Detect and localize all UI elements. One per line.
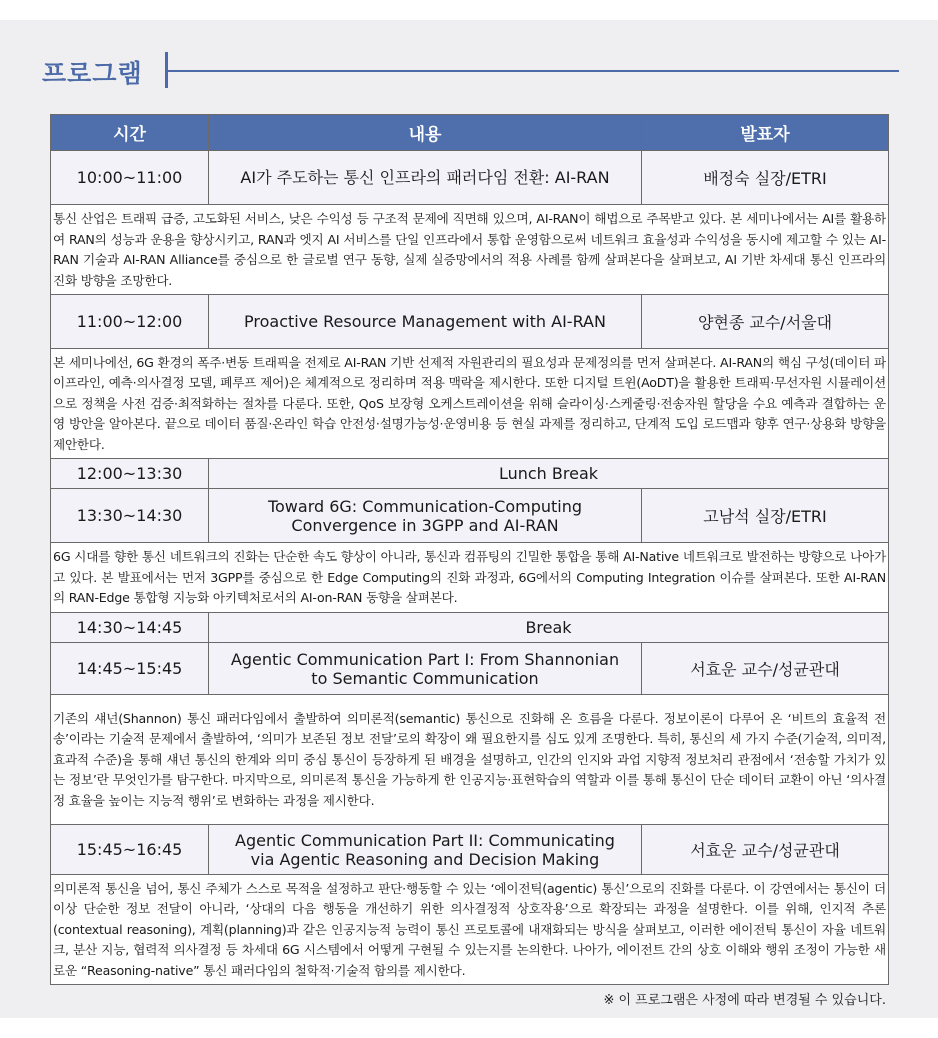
session-speaker: 서효운 교수/성균관대 <box>642 643 889 695</box>
session-row <box>51 295 889 349</box>
heading-rule <box>165 70 899 72</box>
session-speaker: 고남석 실장/ETRI <box>642 489 889 543</box>
break-time: 12:00~13:30 <box>51 459 209 489</box>
change-notice: ※ 이 프로그램은 사정에 따라 변경될 수 있습니다. <box>603 993 886 1008</box>
break-time: 14:30~14:45 <box>51 613 209 643</box>
break-label: Lunch Break <box>209 459 889 489</box>
session-row <box>51 489 889 543</box>
session-description: 의미론적 통신을 넘어, 통신 주체가 스스로 목적을 설정하고 판단·행동할 수 있는 ‘에이전틱(agentic) 통신’으로의 진화를 다룬다. 이 강연에서는 통신이 더 이상 단순한 정보 전달이 아니라, ‘상대의 다음 행동을 개선하기 위한 의사결정적 상호작용’으로 확장되는 과정을 설명한다. 이를 위해, 인지적 추론(contextual reasoning), 계획(planning)과 같은 인공지능적 능력이 통신 프로토콜에 내재화되는 방식을 살펴보고, 이러한 에이전틱 통신이 자율 네트워크, 분산 지능, 협력적 의사결정 등 차세대 6G 시스템에서 어떻게 구현될 수 있는지를 논의한다. 나아가, 에이전트 간의 상호 이해와 행위 조정이 가능한 새로운 “Reasoning-native” 통신 패러다임의 철학적·기술적 함의를 제시한다. <box>51 875 889 985</box>
session-title <box>209 825 642 875</box>
session-speaker: 양현종 교수/서울대 <box>642 295 889 349</box>
session-title: Proactive Resource Management with AI-RAN <box>209 295 642 349</box>
session-description: 통신 산업은 트래픽 급증, 고도화된 서비스, 낮은 수익성 등 구조적 문제에 직면해 있으며, AI-RAN이 해법으로 주목받고 있다. 본 세미나에서는 AI를 활용하여 RAN의 성능과 운용을 향상시키고, RAN과 엣지 AI 서비스를 단일 인프라에서 통합 운영함으로써 네트워크 효율성과 수익성을 동시에 제고할 수 있는 AI-RAN 기술과 AI-RAN Alliance를 중심으로 한 글로벌 연구 동향, 실제 실증망에서의 적용 사례를 함께 살펴본다을 살펴보고, AI 기반 차세대 통신 인프라의 진화 방향을 조망한다. <box>51 205 889 295</box>
session-title-line: to Semantic Communication <box>311 668 539 688</box>
session-title <box>209 489 642 543</box>
break-row <box>51 459 889 489</box>
session-title-line: Convergence in 3GPP and AI-RAN <box>291 515 559 535</box>
session-description: 기존의 섀넌(Shannon) 통신 패러다임에서 출발하여 의미론적(semantic) 통신으로 진화해 온 흐름을 다룬다. 정보이론이 다루어 온 ‘비트의 효율적 전송’이라는 기술적 문제에서 출발하여, ‘의미가 보존된 정보 전달’로의 확장이 왜 필요한지를 심도 있게 조명한다. 특히, 통신의 세 가지 수준(기술적, 의미적, 효과적 수준)을 통해 섀넌 통신의 한계와 의미 중심 통신이 등장하게 된 배경을 설명하고, 인간의 인지와 과업 지향적 정보처리 관점에서 ‘전송할 가치가 있는 정보’란 무엇인가를 탐구한다. 마지막으로, 의미론적 통신을 가능하게 한 인공지능·표현학습의 역할과 이를 통해 통신이 단순 데이터 교환이 아닌 ‘의사결정 효율을 높이는 지능적 행위’로 변화하는 과정을 제시한다. <box>51 695 889 825</box>
session-description: 6G 시대를 향한 통신 네트워크의 진화는 단순한 속도 향상이 아니라, 통신과 컴퓨팅의 긴밀한 통합을 통해 AI-Native 네트워크로 발전하는 방향으로 나아가고 있다. 본 발표에서는 먼저 3GPP를 중심으로 한 Edge Computing의 진화 과정과, 6G에서의 Computing Integration 이슈를 살펴본다. 또한 AI-RAN의 RAN-Edge 통합형 지능화 아키텍처로서의 AI-on-RAN 동향을 살펴본다. <box>51 543 889 613</box>
session-time: 14:45~15:45 <box>51 643 209 695</box>
session-title-line: Toward 6G: Communication-Computing <box>267 496 583 516</box>
session-description-row <box>51 205 889 295</box>
session-description-row <box>51 695 889 825</box>
section-heading: 프로그램 <box>42 59 143 88</box>
table-header-row <box>51 115 889 151</box>
column-header-time: 시간 <box>51 115 209 151</box>
break-label: Break <box>209 613 889 643</box>
break-row <box>51 613 889 643</box>
session-speaker: 서효운 교수/성균관대 <box>642 825 889 875</box>
session-title-line: Agentic Communication Part I: From Shannonian <box>230 649 620 669</box>
session-title: AI가 주도하는 통신 인프라의 패러다임 전환: AI-RAN <box>209 151 642 205</box>
session-description-row <box>51 875 889 985</box>
session-time: 15:45~16:45 <box>51 825 209 875</box>
session-row <box>51 825 889 875</box>
session-description-row <box>51 349 889 459</box>
session-speaker: 배정숙 실장/ETRI <box>642 151 889 205</box>
program-table <box>50 114 889 985</box>
session-title-line: Agentic Communication Part II: Communicating <box>235 830 615 850</box>
column-header-speaker: 발표자 <box>642 115 889 151</box>
session-time: 13:30~14:30 <box>51 489 209 543</box>
session-row <box>51 151 889 205</box>
session-title-line: via Agentic Reasoning and Decision Making <box>250 849 600 869</box>
session-description-row <box>51 543 889 613</box>
session-description: 본 세미나에선, 6G 환경의 폭주·변동 트래픽을 전제로 AI-RAN 기반 선제적 자원관리의 필요성과 문제정의를 먼저 살펴본다. AI-RAN의 핵심 구성(데이터 파이프라인, 예측·의사결정 모델, 폐루프 제어)은 체계적으로 정리하며 적용 맥락을 제시한다. 또한 디지털 트윈(AoDT)을 활용한 트래픽·무선자원 시뮬레이션으로 정책을 사전 검증·최적화하는 절차를 다룬다. 또한, QoS 보장형 오케스트레이션을 위해 슬라이싱·스케줄링·전송자원 할당을 수요 예측과 결합하는 운영 방안을 알아본다. 끝으로 데이터 품질·온라인 학습 안전성·설명가능성·운영비용 등 현실 과제를 정리하고, 단계적 도입 로드맵과 향후 연구·상용화 방향을 제안한다. <box>51 349 889 459</box>
session-row <box>51 643 889 695</box>
column-header-content: 내용 <box>209 115 642 151</box>
session-title <box>209 643 642 695</box>
session-time: 11:00~12:00 <box>51 295 209 349</box>
session-time: 10:00~11:00 <box>51 151 209 205</box>
